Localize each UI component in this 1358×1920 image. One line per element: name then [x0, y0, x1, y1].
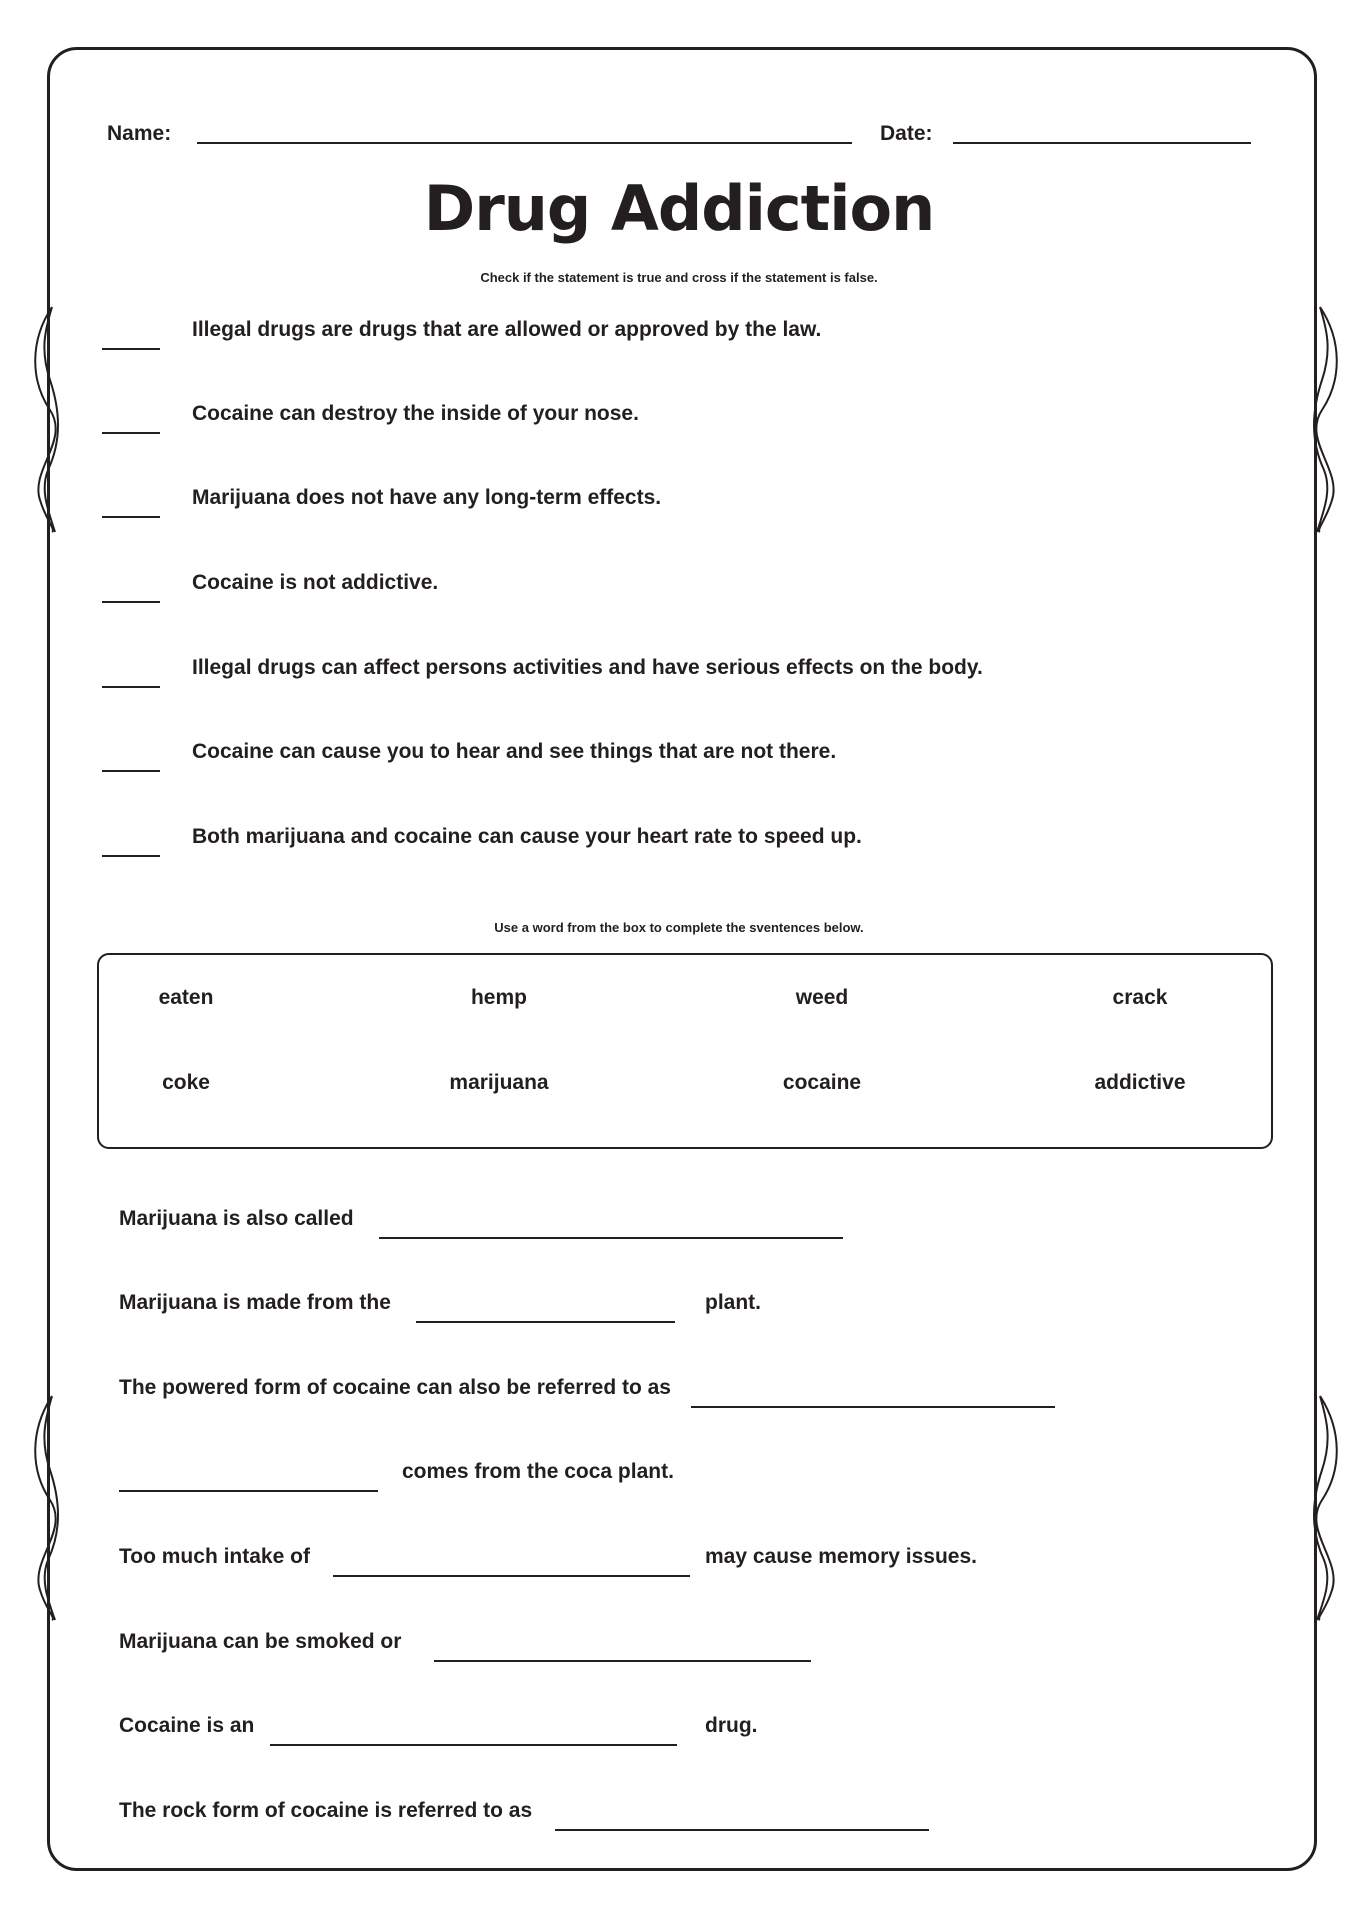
fill-in-prompt: Marijuana is made from the [119, 1291, 391, 1314]
tf-statement: Illegal drugs can affect persons activities and have serious effects on the body. [192, 656, 983, 679]
fill-in-suffix: comes from the coca plant. [402, 1460, 674, 1483]
tf-statement: Cocaine can cause you to hear and see things that are not there. [192, 740, 837, 763]
tf-answer-blank[interactable] [102, 686, 160, 688]
tf-statement: Cocaine can destroy the inside of your nose. [192, 402, 639, 425]
tf-statement: Illegal drugs are drugs that are allowed or approved by the law. [192, 318, 822, 341]
tf-statement: Both marijuana and cocaine can cause your heart rate to speed up. [192, 825, 862, 848]
tf-answer-blank[interactable] [102, 516, 160, 518]
word-bank-item: crack [1112, 986, 1168, 1009]
left-ornament-top [35, 307, 58, 532]
tf-answer-blank[interactable] [102, 348, 160, 350]
tf-answer-blank[interactable] [102, 432, 160, 434]
fill-in-blank[interactable] [434, 1660, 811, 1662]
true-false-instruction: Check if the statement is true and cross if the statement is false. [480, 270, 878, 285]
fill-in-suffix: drug. [705, 1714, 758, 1737]
fill-in-prompt: Too much intake of [119, 1545, 310, 1568]
tf-item [102, 318, 1202, 358]
name-field[interactable] [197, 142, 852, 144]
right-ornament-bottom [1314, 1396, 1337, 1620]
fill-in-blank[interactable] [416, 1321, 675, 1323]
fill-in-suffix: plant. [705, 1291, 761, 1314]
word-bank-item: coke [162, 1071, 210, 1094]
tf-answer-blank[interactable] [102, 601, 160, 603]
fill-in-suffix: may cause memory issues. [705, 1545, 977, 1568]
fill-in-prompt: Cocaine is an [119, 1714, 255, 1737]
word-bank-item: hemp [470, 986, 527, 1009]
tf-item [102, 825, 1202, 865]
tf-item [102, 571, 1202, 611]
word-bank-item: marijuana [449, 1071, 549, 1094]
tf-statement: Cocaine is not addictive. [192, 571, 439, 594]
tf-item [102, 486, 1202, 526]
tf-answer-blank[interactable] [102, 770, 160, 772]
tf-answer-blank[interactable] [102, 855, 160, 857]
word-bank-instruction: Use a word from the box to complete the sventences below. [494, 920, 864, 935]
tf-statement: Marijuana does not have any long-term effects. [192, 486, 662, 509]
tf-item [102, 402, 1202, 442]
fill-in-prompt: Marijuana can be smoked or [119, 1630, 402, 1653]
word-bank-item: eaten [158, 986, 214, 1009]
fill-in-prompt: The rock form of cocaine is referred to as [119, 1799, 533, 1822]
word-bank-item: addictive [1094, 1071, 1186, 1094]
right-ornament-top [1314, 307, 1337, 532]
fill-in-blank[interactable] [691, 1406, 1055, 1408]
fill-in-blank[interactable] [333, 1575, 690, 1577]
word-bank-item: weed [795, 986, 849, 1009]
fill-in-blank[interactable] [379, 1237, 843, 1239]
fill-in-blank[interactable] [270, 1744, 677, 1746]
word-bank-item: cocaine [782, 1071, 862, 1094]
tf-item [102, 656, 1202, 696]
date-field[interactable] [953, 142, 1251, 144]
page-title: Drug Addiction [423, 172, 935, 245]
left-ornament-bottom [35, 1396, 58, 1620]
fill-in-blank[interactable] [119, 1490, 378, 1492]
name-label: Name: [107, 122, 172, 145]
date-label: Date: [880, 122, 933, 145]
tf-item [102, 740, 1202, 780]
fill-in-blank[interactable] [555, 1829, 929, 1831]
fill-in-prompt: The powered form of cocaine can also be referred to as [119, 1376, 671, 1399]
fill-in-prompt: Marijuana is also called [119, 1207, 354, 1230]
word-bank-box [97, 953, 1273, 1149]
